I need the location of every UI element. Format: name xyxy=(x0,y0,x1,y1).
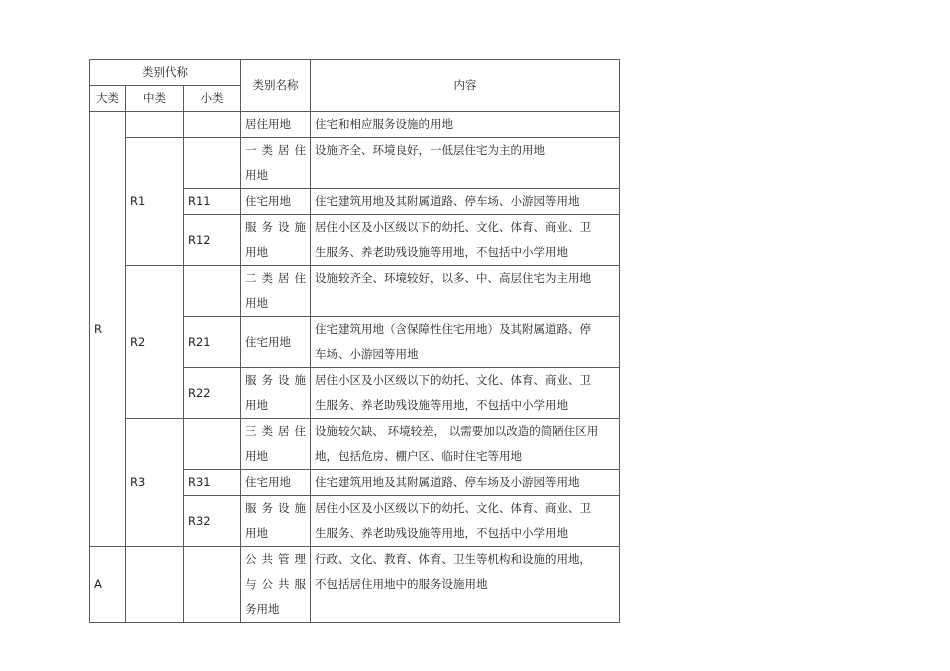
content-cell: 居住小区及小区级以下的幼托、文化、体育、商业、卫 生服务、养老助残设施等用地，不包括中小学用地 xyxy=(311,368,620,419)
medium-code-cell: R1 xyxy=(126,138,184,266)
category-name-cell: 二 类 居 住 用地 xyxy=(241,266,311,317)
content-cell: 居住小区及小区级以下的幼托、文化、体育、商业、卫 生服务、养老助残设施等用地，不包括中小学用地 xyxy=(311,215,620,266)
header-major: 大类 xyxy=(90,86,126,112)
medium-code-cell: R2 xyxy=(126,266,184,419)
medium-code-cell xyxy=(126,112,184,138)
medium-code-cell xyxy=(126,547,184,623)
category-name-cell: 服 务 设 施 用地 xyxy=(241,368,311,419)
header-content: 内容 xyxy=(311,60,620,112)
category-name-cell: 住宅用地 xyxy=(241,189,311,215)
content-cell: 住宅建筑用地（含保障性住宅用地）及其附属道路、停 车场、小游园等用地 xyxy=(311,317,620,368)
content-cell: 行政、文化、教育、体育、卫生等机构和设施的用地， 不包括居住用地中的服务设施用地 xyxy=(311,547,620,623)
category-name-cell: 服 务 设 施 用地 xyxy=(241,215,311,266)
minor-code-cell: R11 xyxy=(184,189,241,215)
header-minor: 小类 xyxy=(184,86,241,112)
minor-code-cell: R21 xyxy=(184,317,241,368)
table-row xyxy=(90,112,620,138)
land-use-classification-table xyxy=(89,59,620,623)
header-category-code: 类别代称 xyxy=(90,60,241,86)
table-row xyxy=(90,266,620,317)
content-cell: 住宅建筑用地及其附属道路、停车场及小游园等用地 xyxy=(311,470,620,496)
category-name-cell: 居住用地 xyxy=(241,112,311,138)
minor-code-cell: R32 xyxy=(184,496,241,547)
content-cell: 住宅和相应服务设施的用地 xyxy=(311,112,620,138)
table-row xyxy=(90,138,620,189)
table-row xyxy=(90,547,620,623)
minor-code-cell: R22 xyxy=(184,368,241,419)
minor-code-cell xyxy=(184,266,241,317)
header-row-1 xyxy=(90,60,620,86)
minor-code-cell xyxy=(184,419,241,470)
minor-code-cell: R12 xyxy=(184,215,241,266)
category-name-cell: 住宅用地 xyxy=(241,317,311,368)
category-name-cell: 一 类 居 住 用地 xyxy=(241,138,311,189)
content-cell: 设施较欠缺、 环境较差， 以需要加以改造的简陋住区用 地，包括危房、棚户区、临时住宅等用地 xyxy=(311,419,620,470)
minor-code-cell xyxy=(184,112,241,138)
category-name-cell: 三 类 居 住 用地 xyxy=(241,419,311,470)
content-cell: 居住小区及小区级以下的幼托、文化、体育、商业、卫 生服务、养老助残设施等用地，不包括中小学用地 xyxy=(311,496,620,547)
table-row xyxy=(90,419,620,470)
minor-code-cell xyxy=(184,138,241,189)
content-cell: 设施齐全、环境良好，一低层住宅为主的用地 xyxy=(311,138,620,189)
minor-code-cell xyxy=(184,547,241,623)
major-code-cell: A xyxy=(90,547,126,623)
content-cell: 住宅建筑用地及其附属道路、停车场、小游园等用地 xyxy=(311,189,620,215)
minor-code-cell: R31 xyxy=(184,470,241,496)
header-medium: 中类 xyxy=(126,86,184,112)
header-category-name: 类别名称 xyxy=(241,60,311,112)
major-code-cell: R xyxy=(90,112,126,547)
category-name-cell: 服 务 设 施 用地 xyxy=(241,496,311,547)
medium-code-cell: R3 xyxy=(126,419,184,547)
category-name-cell: 公 共 管 理 与 公 共 服 务用地 xyxy=(241,547,311,623)
content-cell: 设施较齐全、环境较好，以多、中、高层住宅为主用地 xyxy=(311,266,620,317)
category-name-cell: 住宅用地 xyxy=(241,470,311,496)
